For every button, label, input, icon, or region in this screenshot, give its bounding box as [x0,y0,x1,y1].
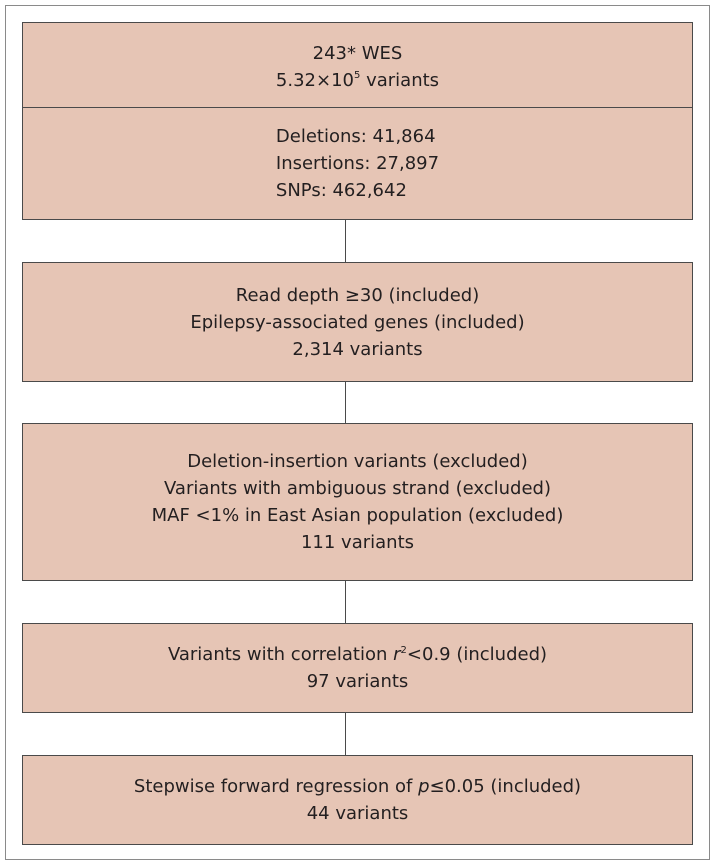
maf-criterion: MAF <1% in East Asian population (excluded) [151,505,564,526]
variant-count: 97 variants [306,671,409,692]
indel-exclusion-criterion: Deletion-insertion variants (excluded) [187,451,528,472]
variant-types-list [276,123,439,204]
variant-count: 111 variants [300,532,415,553]
insertions-count: Insertions: 27,897 [275,153,440,174]
wes-input-box [22,22,693,108]
read-depth-filter-box [22,262,693,382]
deletions-count: Deletions: 41,864 [275,126,436,147]
regression-criterion: Stepwise forward regression of p≤0.05 (included) [133,776,582,797]
snps-count: SNPs: 462,642 [275,180,407,201]
ambiguous-strand-criterion: Variants with ambiguous strand (excluded) [164,478,551,499]
total-variants-label: $5.32\times 10^5$ variants [275,70,440,91]
correlation-criterion: Variants with correlation $r^2<0.9$ (included) [167,644,548,665]
wes-count-label: 243* WES [312,43,403,64]
variant-count: 44 variants [306,803,409,824]
connector-line [345,381,346,424]
regression-filter-box [22,755,693,845]
connector-line [345,219,346,263]
variant-types-box [22,107,693,220]
connector-line [345,712,346,756]
read-depth-criterion: Read depth ≥30 (included) [235,284,480,306]
variant-count: 2,314 variants [292,338,423,360]
connector-line [345,580,346,624]
correlation-filter-box [22,623,693,713]
exclusion-filter-box [22,423,693,581]
epilepsy-genes-criterion: Epilepsy-associated genes (included) [190,311,525,333]
